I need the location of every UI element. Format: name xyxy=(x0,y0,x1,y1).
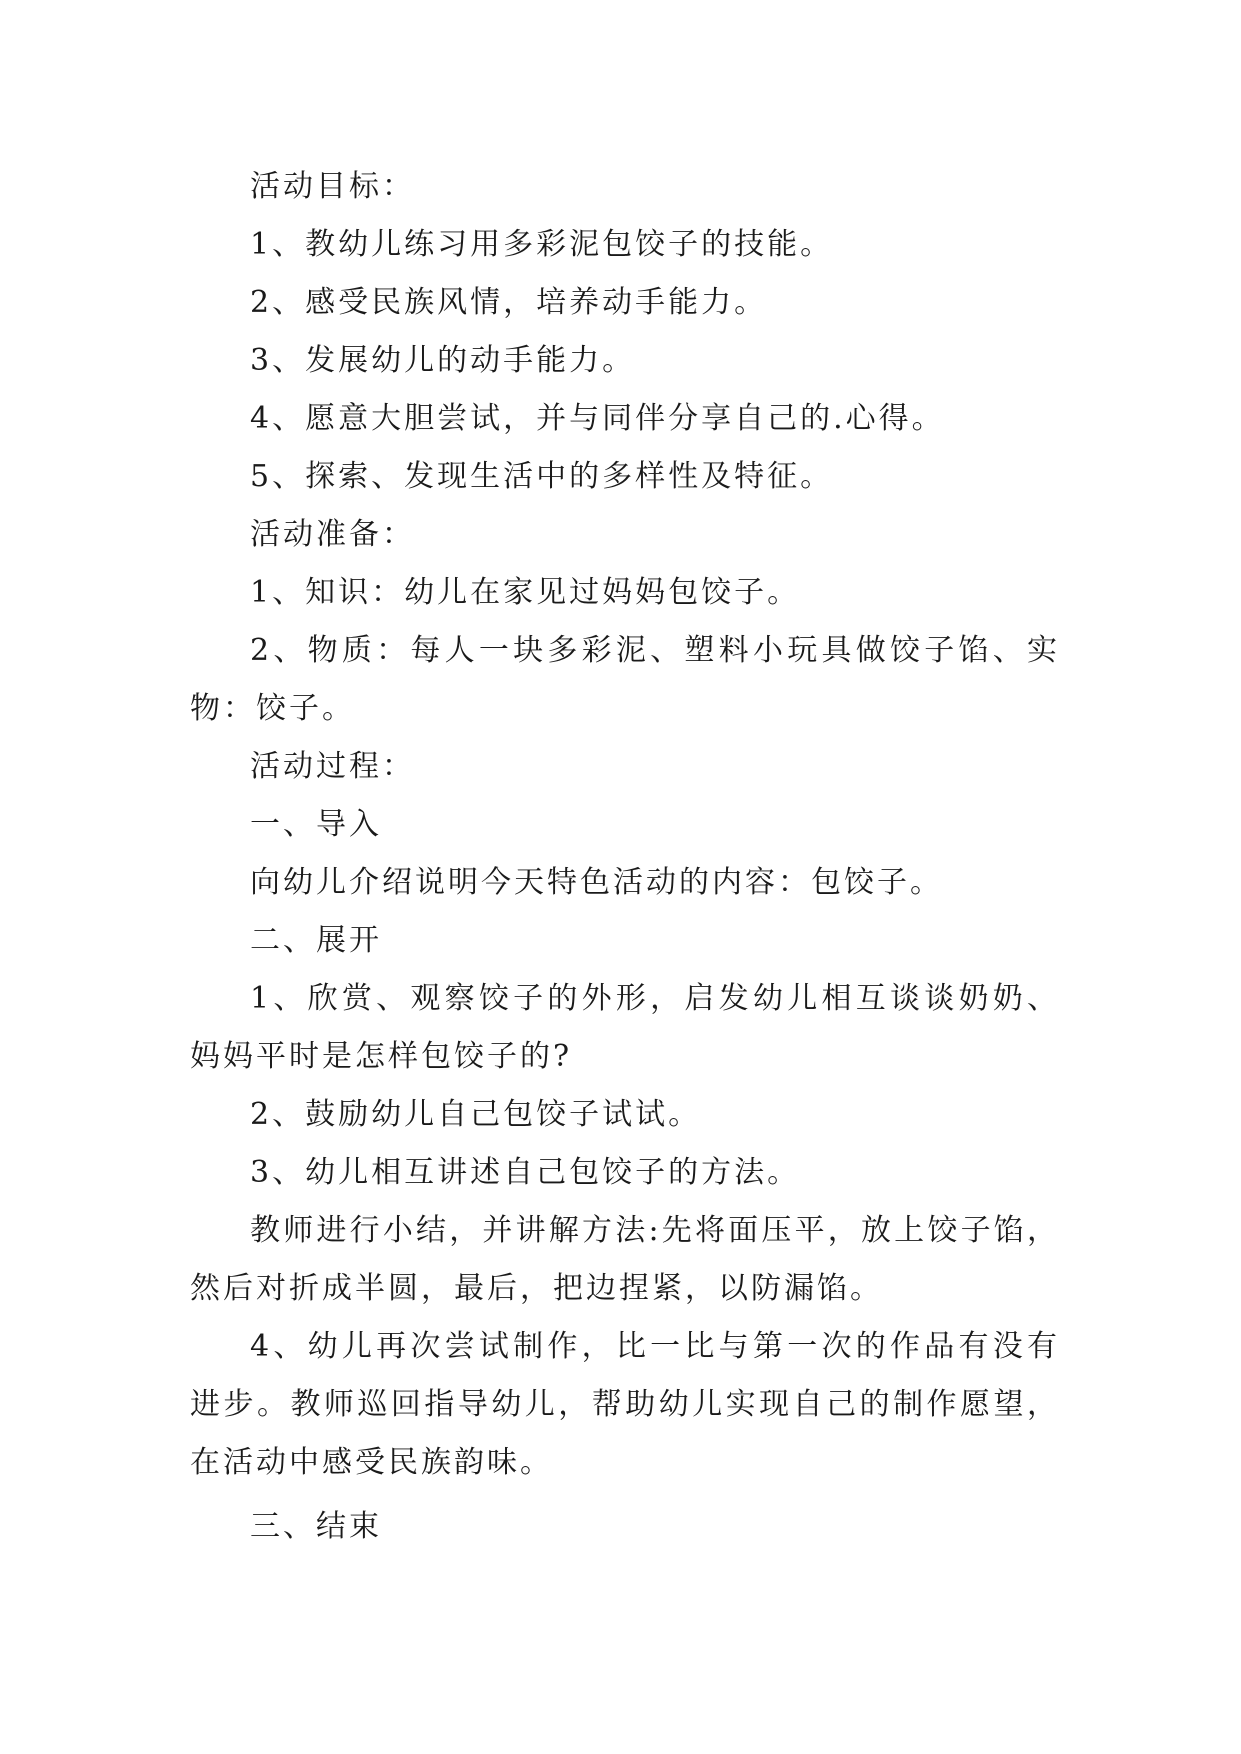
section-intro: 一、导入 xyxy=(250,807,382,842)
develop-item-3: 3、幼儿相互讲述自己包饺子的方法。 xyxy=(250,1155,801,1190)
document-body xyxy=(190,158,1060,1556)
goal-item-2: 2、感受民族风情，培养动手能力。 xyxy=(250,285,768,320)
heading-activity-goals: 活动目标： xyxy=(250,169,415,204)
develop-item-4: 4、幼儿再次尝试制作，比一比与第一次的作品有没有进步。教师巡回指导幼儿，帮助幼儿实现自己的制作愿望，在活动中感受民族韵味。 xyxy=(190,1329,1060,1480)
preparation-item-1: 1、知识：幼儿在家见过妈妈包饺子。 xyxy=(250,575,801,610)
section-end: 三、结束 xyxy=(250,1509,382,1544)
goal-item-4: 4、愿意大胆尝试，并与同伴分享自己的.心得。 xyxy=(250,401,945,436)
develop-item-1: 1、欣赏、观察饺子的外形，启发幼儿相互谈谈奶奶、妈妈平时是怎样包饺子的? xyxy=(190,981,1060,1074)
teacher-summary: 教师进行小结，并讲解方法:先将面压平，放上饺子馅，然后对折成半圆，最后，把边捏紧，以防漏馅。 xyxy=(190,1213,1060,1306)
goal-item-1: 1、教幼儿练习用多彩泥包饺子的技能。 xyxy=(250,227,834,262)
preparation-item-2: 2、物质：每人一块多彩泥、塑料小玩具做饺子馅、实物：饺子。 xyxy=(190,633,1060,726)
goal-item-5: 5、探索、发现生活中的多样性及特征。 xyxy=(250,459,834,494)
develop-item-2: 2、鼓励幼儿自己包饺子试试。 xyxy=(250,1097,702,1132)
heading-activity-process: 活动过程： xyxy=(250,749,415,784)
goal-item-3: 3、发展幼儿的动手能力。 xyxy=(250,343,636,378)
heading-activity-preparation: 活动准备： xyxy=(250,517,415,552)
intro-text: 向幼儿介绍说明今天特色活动的内容：包饺子。 xyxy=(250,865,943,900)
section-develop: 二、展开 xyxy=(250,923,382,958)
